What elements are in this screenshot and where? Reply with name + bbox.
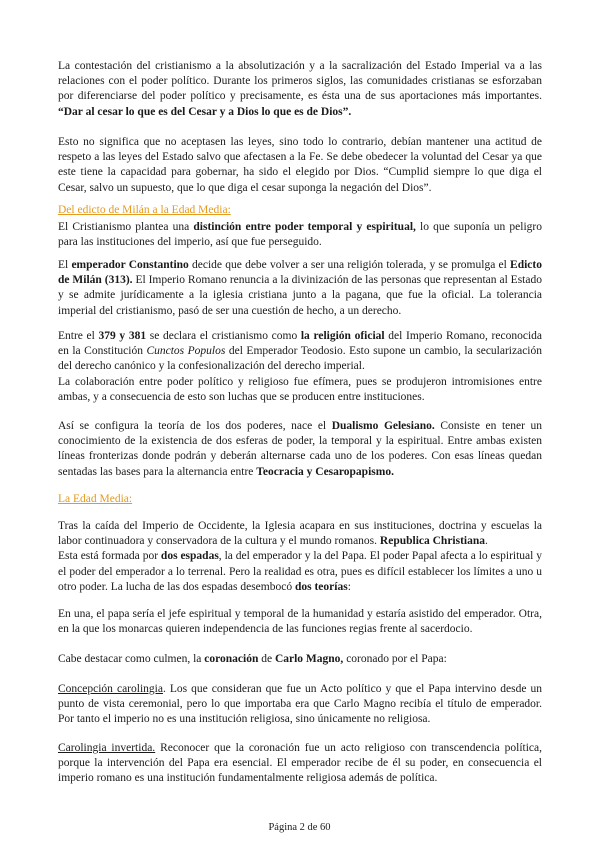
underlined-term: Concepción carolingia [58, 683, 163, 695]
text-run: del Imperio Romano, reconocida en la Constitución [58, 330, 542, 358]
text-run: Esta está formada por [58, 550, 161, 563]
section-heading-edad-media: La Edad Media: [58, 493, 133, 505]
paragraph-carolingia-invertida [58, 741, 542, 787]
text-run: El [58, 259, 72, 271]
bold-run: Republica Christiana [379, 535, 486, 548]
paragraph-text: La contestación del cristianismo a la absolutización y a la sacralización del Estado Imperial va a las relaciones con el poder político. Durante los primeros siglos, las comunidades cristianas se esforzaban por diferenciarse del poder político y precisamente, es ésta una de sus aportaciones más importantes. [58, 60, 542, 103]
text-run: , la del emperador y la del Papa. El poder Papal afecta a lo espiritual y el poder del emperador a lo terrenal. Pero la realidad es otra, pues es difícil establecer los límites a uno u otro poder. La lucha de las dos espadas desembocó [58, 550, 542, 593]
bold-run: Teocracia y Cesaropapismo. [256, 465, 394, 478]
paragraph-coronacion [58, 652, 542, 667]
text-run: Tras la caída del Imperio de Occidente, la Iglesia acapara en sus instituciones, doctrina y escuelas la labor continuadora y conservadora de la cultura y el mundo romanos. [58, 520, 542, 548]
section-heading-edicto: Del edicto de Milán a la Edad Media: [58, 204, 231, 216]
paragraph-concepcion-carolingia [58, 682, 542, 728]
italic-run: Cunctos Populos [146, 345, 226, 358]
text-run: El Cristianismo plantea una [58, 221, 194, 233]
text-run: Así se configura la teoría de los dos poderes, nace el [58, 420, 332, 432]
paragraph-constantino [58, 258, 542, 319]
text-run: lo que suponía un peligro para las instituciones del imperio, así que fue perseguido. [58, 221, 543, 249]
bold-run: Dualismo Gelesiano. [331, 420, 435, 432]
paragraph-text: En una, el papa sería el jefe espiritual y temporal de la humanidad y estaría asistido del emperador. Otra, en la que los monarcas quieren independencia de las funciones regias frente al sacerdocio. [58, 608, 542, 636]
bold-run: dos espadas [160, 550, 219, 563]
text-run: : [347, 580, 351, 593]
bold-quote: “Dar al cesar lo que es del Cesar y a Dios lo que es de Dios”. [58, 105, 352, 118]
paragraph-dualismo [58, 419, 542, 480]
paragraph-cristianismo [58, 220, 542, 250]
text-run: Consiste en tener un conocimiento de la existencia de dos esferas de poder, la temporal y la espiritual. Entre ambas existen líneas fronterizas donde podrán y deberán alternarse cada uno de los poderes. Con esas líneas quedan sentadas las bases para la alternancia entre [58, 420, 542, 478]
text-run: de [258, 653, 275, 665]
bold-run: la religión oficial [300, 330, 385, 342]
text-run: El Imperio Romano renuncia a la divinización de las personas que representan al Estado y se admite jurídicamente a la iglesia cristiana junto a la pagana, que fue la oficial. La tolerancia imperial del cristianismo, pasó de ser una cuestión de hecho, a un derecho. [58, 274, 542, 317]
text-run: La colaboración entre poder político y religioso fue efímera, pues se produjeron intromisiones entre ambas, y a consecuencia de esto son luchas que se producen entre instituciones. [58, 375, 542, 403]
text-run: del Emperador Teodosio. Esto supone un cambio, la secularización del derecho canónico y la confesionalización del derecho imperial. [58, 345, 543, 373]
paragraph-republica-christiana [58, 519, 542, 595]
bold-run: Edicto de Milán (313). [58, 259, 542, 287]
text-run: . [485, 535, 488, 548]
text-run: . Los que consideran que fue un Acto político y que el Papa intervino desde un punto de vista ceremonial, pero lo que importaba era que Carlo Magno recibía el título de emperador. Por tanto el imperio no es una institución religiosa, sino únicamente no religiosa. [58, 683, 542, 726]
bold-run: dos teorías [294, 580, 348, 593]
bold-run: 379 y 381 [98, 330, 147, 342]
paragraph-teorias [58, 607, 542, 637]
paragraph-leyes [58, 135, 542, 196]
text-run: se declara el cristianismo como [146, 330, 301, 342]
text-run: Entre el [58, 330, 99, 342]
underlined-term: Carolingia invertida. [58, 742, 156, 754]
text-run: decide que debe volver a ser una religión tolerada, y se promulga el [188, 259, 511, 271]
bold-run: emperador Constantino [71, 259, 189, 271]
paragraph-religion-oficial [58, 329, 542, 405]
text-run: Reconocer que la coronación fue un acto religioso con transcendencia política, porque la intervención del Papa era esencial. El emperador recibe de él su poder, en consecuencia el imperio romano es una institución fundamentalmente religiosa además de política. [58, 742, 542, 785]
paragraph-text: Esto no significa que no aceptasen las leyes, sino todo lo contrario, debían mantener una actitud de respeto a las leyes del Estado salvo que afectasen a la Fe. Se debe obedecer la voluntad del Cesar ya que este tiene la capacidad para gobernar, ha sido el elegido por Dios. “Cumplid siempre lo que diga el Cesar, salvo un supuesto, que lo que diga el cesar suponga la negación del Dios”. [58, 136, 542, 194]
bold-run: Carlo Magno, [274, 653, 344, 665]
paragraph-contestacion [58, 59, 542, 120]
text-run: coronado por el Papa: [343, 653, 447, 665]
text-run: Cabe destacar como culmen, la [58, 653, 205, 665]
page-number-footer: Página 2 de 60 [268, 822, 331, 833]
bold-run: coronación [204, 653, 259, 665]
bold-run: distinción entre poder temporal y espiritual, [193, 221, 416, 233]
